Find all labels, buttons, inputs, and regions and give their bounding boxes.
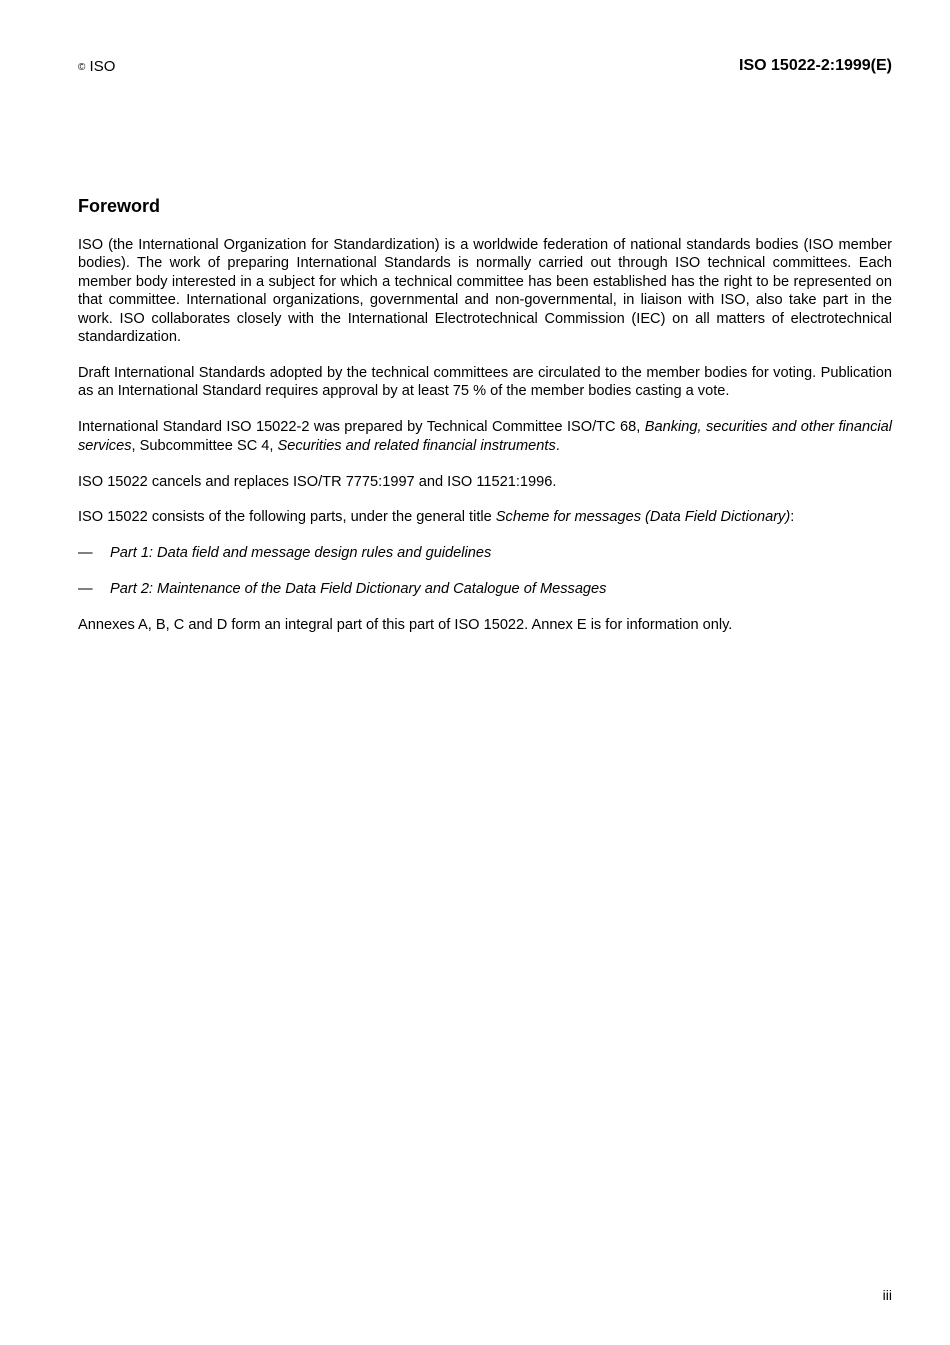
paragraph-iso-intro: ISO (the International Organization for Standardization) is a worldwide federation of national standards bodies (ISO member bodies). The work of preparing International Standards is normally carried out through ISO technical committees. Each member body interested in a subject for which a technical committee has been established has the right to be represented on that committee. International organizations, governmental and non-governmental, in liaison with ISO, also take part in the work. ISO collaborates closely with the International Electrotechnical Commission (IEC) on all matters of electrotechnical standardization. [78, 237, 892, 346]
list-item-part-1 [78, 544, 892, 562]
section-title: Foreword [78, 196, 161, 216]
foreword-section [78, 196, 892, 652]
paragraph-cancels: ISO 15022 cancels and replaces ISO/TR 7775:1997 and ISO 11521:1996. [78, 473, 557, 490]
list-item-part-2 [78, 580, 892, 598]
paragraph-parts-intro: ISO 15022 consists of the following parts, under the general title Scheme for messages (Data Field Dictionary): [78, 509, 795, 526]
paragraph-draft-standards: Draft International Standards adopted by the technical committees are circulated to the member bodies for voting. Publication as an International Standard requires approval by at least 75 % of the member bodies casting a vote. [78, 364, 892, 400]
document-id: ISO 15022-2:1999(E) [739, 57, 892, 74]
copyright-owner: ISO [89, 58, 116, 75]
paragraph-prepared-by: International Standard ISO 15022-2 was prepared by Technical Committee ISO/TC 68, Banking, securities and other financial services, Subcommittee SC 4, Securities and related financial instruments. [78, 419, 893, 454]
paragraph-annexes: Annexes A, B, C and D form an integral part of this part of ISO 15022. Annex E is for information only. [78, 617, 733, 634]
part-1-title: Part 1: Data field and message design rules and guidelines [110, 545, 492, 562]
page-number: iii [882, 1287, 892, 1303]
dash-bullet: — [78, 581, 93, 598]
dash-bullet: — [78, 545, 93, 562]
header-copyright [78, 58, 115, 75]
copyright-symbol: © [78, 62, 86, 73]
part-2-title: Part 2: Maintenance of the Data Field Dictionary and Catalogue of Messages [110, 581, 607, 598]
